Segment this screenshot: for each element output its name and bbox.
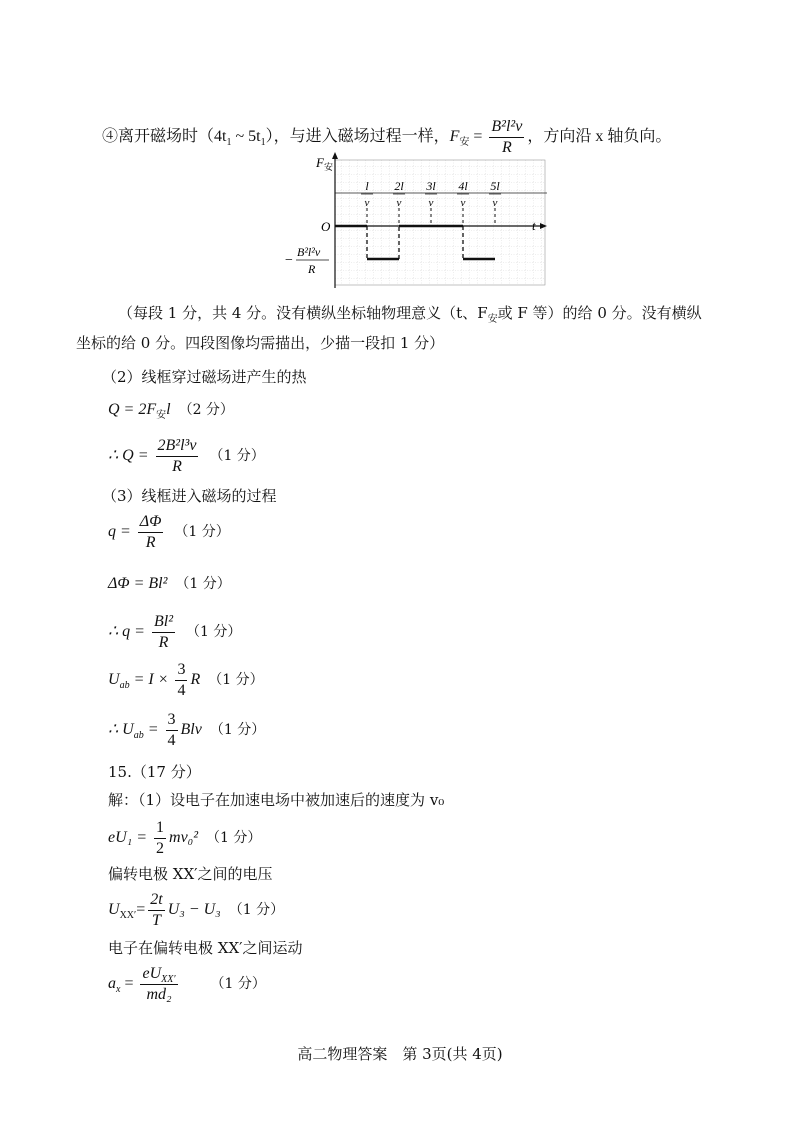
eq-q1-num: ΔΦ [138, 513, 164, 533]
tick-label-num: 3l [426, 179, 436, 193]
eq-uab2-lhs: ∴ U [108, 721, 134, 738]
grading-note-line2: 坐标的给 0 分。四段图像均需描出，少描一段扣 1 分） [76, 334, 445, 352]
eq-eu1-frac [154, 819, 166, 857]
eq-eu1-points: （1 分） [206, 830, 262, 846]
eq-Q2-points: （1 分） [209, 448, 265, 464]
eq-uab1-lhs: U [108, 671, 120, 688]
eq-uab1-mid: = I × [129, 671, 173, 688]
eq-q2 [108, 612, 241, 652]
eq-q2-lhs: ∴ q = [108, 623, 149, 640]
eq-uxx [108, 890, 284, 930]
eq-uxx-frac [148, 891, 164, 929]
eq-uab1-den: 4 [177, 681, 186, 699]
t-sub-2: 1 [260, 136, 266, 148]
graph-svg [285, 150, 555, 290]
eq-Q2-frac [156, 437, 199, 475]
eq-q2-den: R [158, 633, 169, 651]
force-num: B²l²v [489, 118, 524, 138]
part2-title: （2）线框穿过磁场进产生的热 [102, 368, 307, 386]
eq-dphi-points: （1 分） [175, 576, 231, 592]
eq-Q2-lhs: ∴ Q = [108, 447, 153, 464]
eq-uab1-frac [175, 661, 187, 699]
tick-label-num: 5l [490, 179, 500, 193]
grading-note-line1 [118, 303, 702, 323]
eq-uab2-mid: = [143, 721, 163, 738]
neg-den: R [308, 262, 316, 276]
header-mid: ），与进入磁场过程一样， [265, 127, 450, 145]
grading-note-part2: 或 F 等）的给 0 分。没有横纵 [497, 304, 702, 322]
force-time-graph [285, 150, 555, 290]
q15-intro: 解：（1）设电子在加速电场中被加速后的速度为 v₀ [108, 791, 445, 809]
tick-label-den: v [460, 197, 466, 209]
eq-Q2-num: 2B²l³v [156, 437, 199, 457]
eq-q2-num: Bl² [152, 613, 175, 633]
eq-q1-den: R [145, 533, 156, 551]
eq-ax [108, 964, 266, 1004]
force-den: R [501, 138, 512, 156]
eq-dphi [108, 574, 231, 594]
eq-ax-num-text: eU [142, 965, 162, 983]
f-sub: 安 [459, 136, 470, 148]
y-arrow [332, 152, 338, 159]
eq-ax-lhs: a [108, 975, 116, 992]
eq-q1-points: （1 分） [174, 524, 230, 540]
x-axis-label: t [532, 218, 536, 233]
eq-ax-points: （1 分） [210, 976, 266, 992]
eq-q1-frac [138, 513, 164, 551]
tick-label-den: v [396, 197, 402, 209]
tick-label-num: l [365, 179, 369, 193]
tick-label-den: v [492, 197, 498, 209]
eq-uab1-num: 3 [175, 661, 187, 681]
eq-uab2-frac [166, 711, 178, 749]
eq-eu1-lhs: eU₁ = [108, 829, 152, 846]
eq-Q1-sub: 安 [156, 410, 167, 422]
eq-q1 [108, 512, 230, 552]
eq-Q2 [108, 436, 265, 476]
eq-ax-num [140, 965, 177, 985]
eq-dphi-text: ΔΦ = Bl² [108, 575, 168, 592]
eq-q2-points: （1 分） [186, 624, 242, 640]
eq-uab2-num: 3 [166, 711, 178, 731]
y-axis-label: $F_安$ [316, 155, 333, 172]
eq-uab1-rhs: R [190, 671, 201, 688]
eq-sign: = [469, 127, 487, 145]
eq-uxx-rhs: U₃ − U₃ [167, 901, 221, 918]
eq-Q1-rhs: l [166, 401, 171, 418]
tick-label-num: 2l [394, 179, 404, 193]
eq-uab1-sub: ab [119, 680, 130, 692]
eq-uxx-points: （1 分） [228, 902, 285, 918]
eq-uab1-points: （1 分） [208, 672, 264, 688]
header-tail: ，方向沿 x 轴负向。 [527, 127, 672, 145]
header-intro: ④离开磁场时（4t [102, 127, 227, 145]
eq-uab2-sub: ab [133, 730, 144, 742]
eq-uxx-num: 2t [148, 891, 164, 911]
f-symbol: F [449, 127, 460, 145]
eq-uab2-den: 4 [167, 731, 176, 749]
eq-uab2-rhs: Blv [180, 721, 202, 738]
eq-q1-lhs: q = [108, 523, 135, 540]
eq-uxx-den: T [152, 911, 161, 929]
eq-Q1 [108, 400, 234, 420]
grading-note-part1: （每段 1 分，共 4 分。没有横纵坐标轴物理意义（t、F [118, 304, 488, 322]
grading-note-sub: 安 [487, 314, 498, 325]
header-tilde: ~ 5t [231, 127, 261, 145]
q15-title: 15.（17 分） [108, 763, 201, 781]
eq-ax-den: md₂ [146, 985, 172, 1003]
page-footer: 高二物理答案 第 3页(共 4页) [297, 1045, 503, 1063]
part3-title: （3）线框进入磁场的过程 [102, 487, 277, 505]
eq-uab2 [108, 710, 265, 750]
eq-uxx-sub: XX′ [119, 910, 137, 922]
eq-q2-frac [152, 613, 175, 651]
eq-ax-sub: x [116, 984, 121, 996]
eq-Q2-den: R [172, 457, 182, 475]
eq-ax-mid: = [120, 975, 138, 992]
neg-sign: − [285, 253, 293, 268]
line-motion: 电子在偏转电极 XX′之间运动 [108, 939, 303, 957]
line-voltage: 偏转电极 XX′之间的电压 [108, 865, 273, 883]
origin-label: O [321, 219, 331, 234]
eq-uab1 [108, 660, 264, 700]
eq-ax-frac [140, 965, 177, 1003]
eq-eu1-num: 1 [154, 819, 166, 839]
t-sub-1: 1 [226, 136, 232, 148]
eq-uab2-points: （1 分） [209, 722, 266, 738]
eq-eu1-den: 2 [156, 839, 165, 857]
eq-eu1 [108, 818, 261, 858]
tick-label-den: v [428, 197, 434, 209]
eq-ax-num-sub: XX′ [161, 974, 176, 986]
eq-Q1-lhs: Q = 2F [108, 401, 157, 418]
tick-label-den: v [364, 197, 370, 209]
eq-uxx-mid: = [136, 901, 146, 918]
eq-uxx-lhs: U [108, 901, 120, 918]
eq-Q1-points: （2 分） [178, 402, 234, 418]
eq-eu1-rhs: mv₀² [169, 829, 199, 846]
neg-num: B²l²v [297, 245, 321, 259]
tick-label-num: 4l [458, 179, 468, 193]
